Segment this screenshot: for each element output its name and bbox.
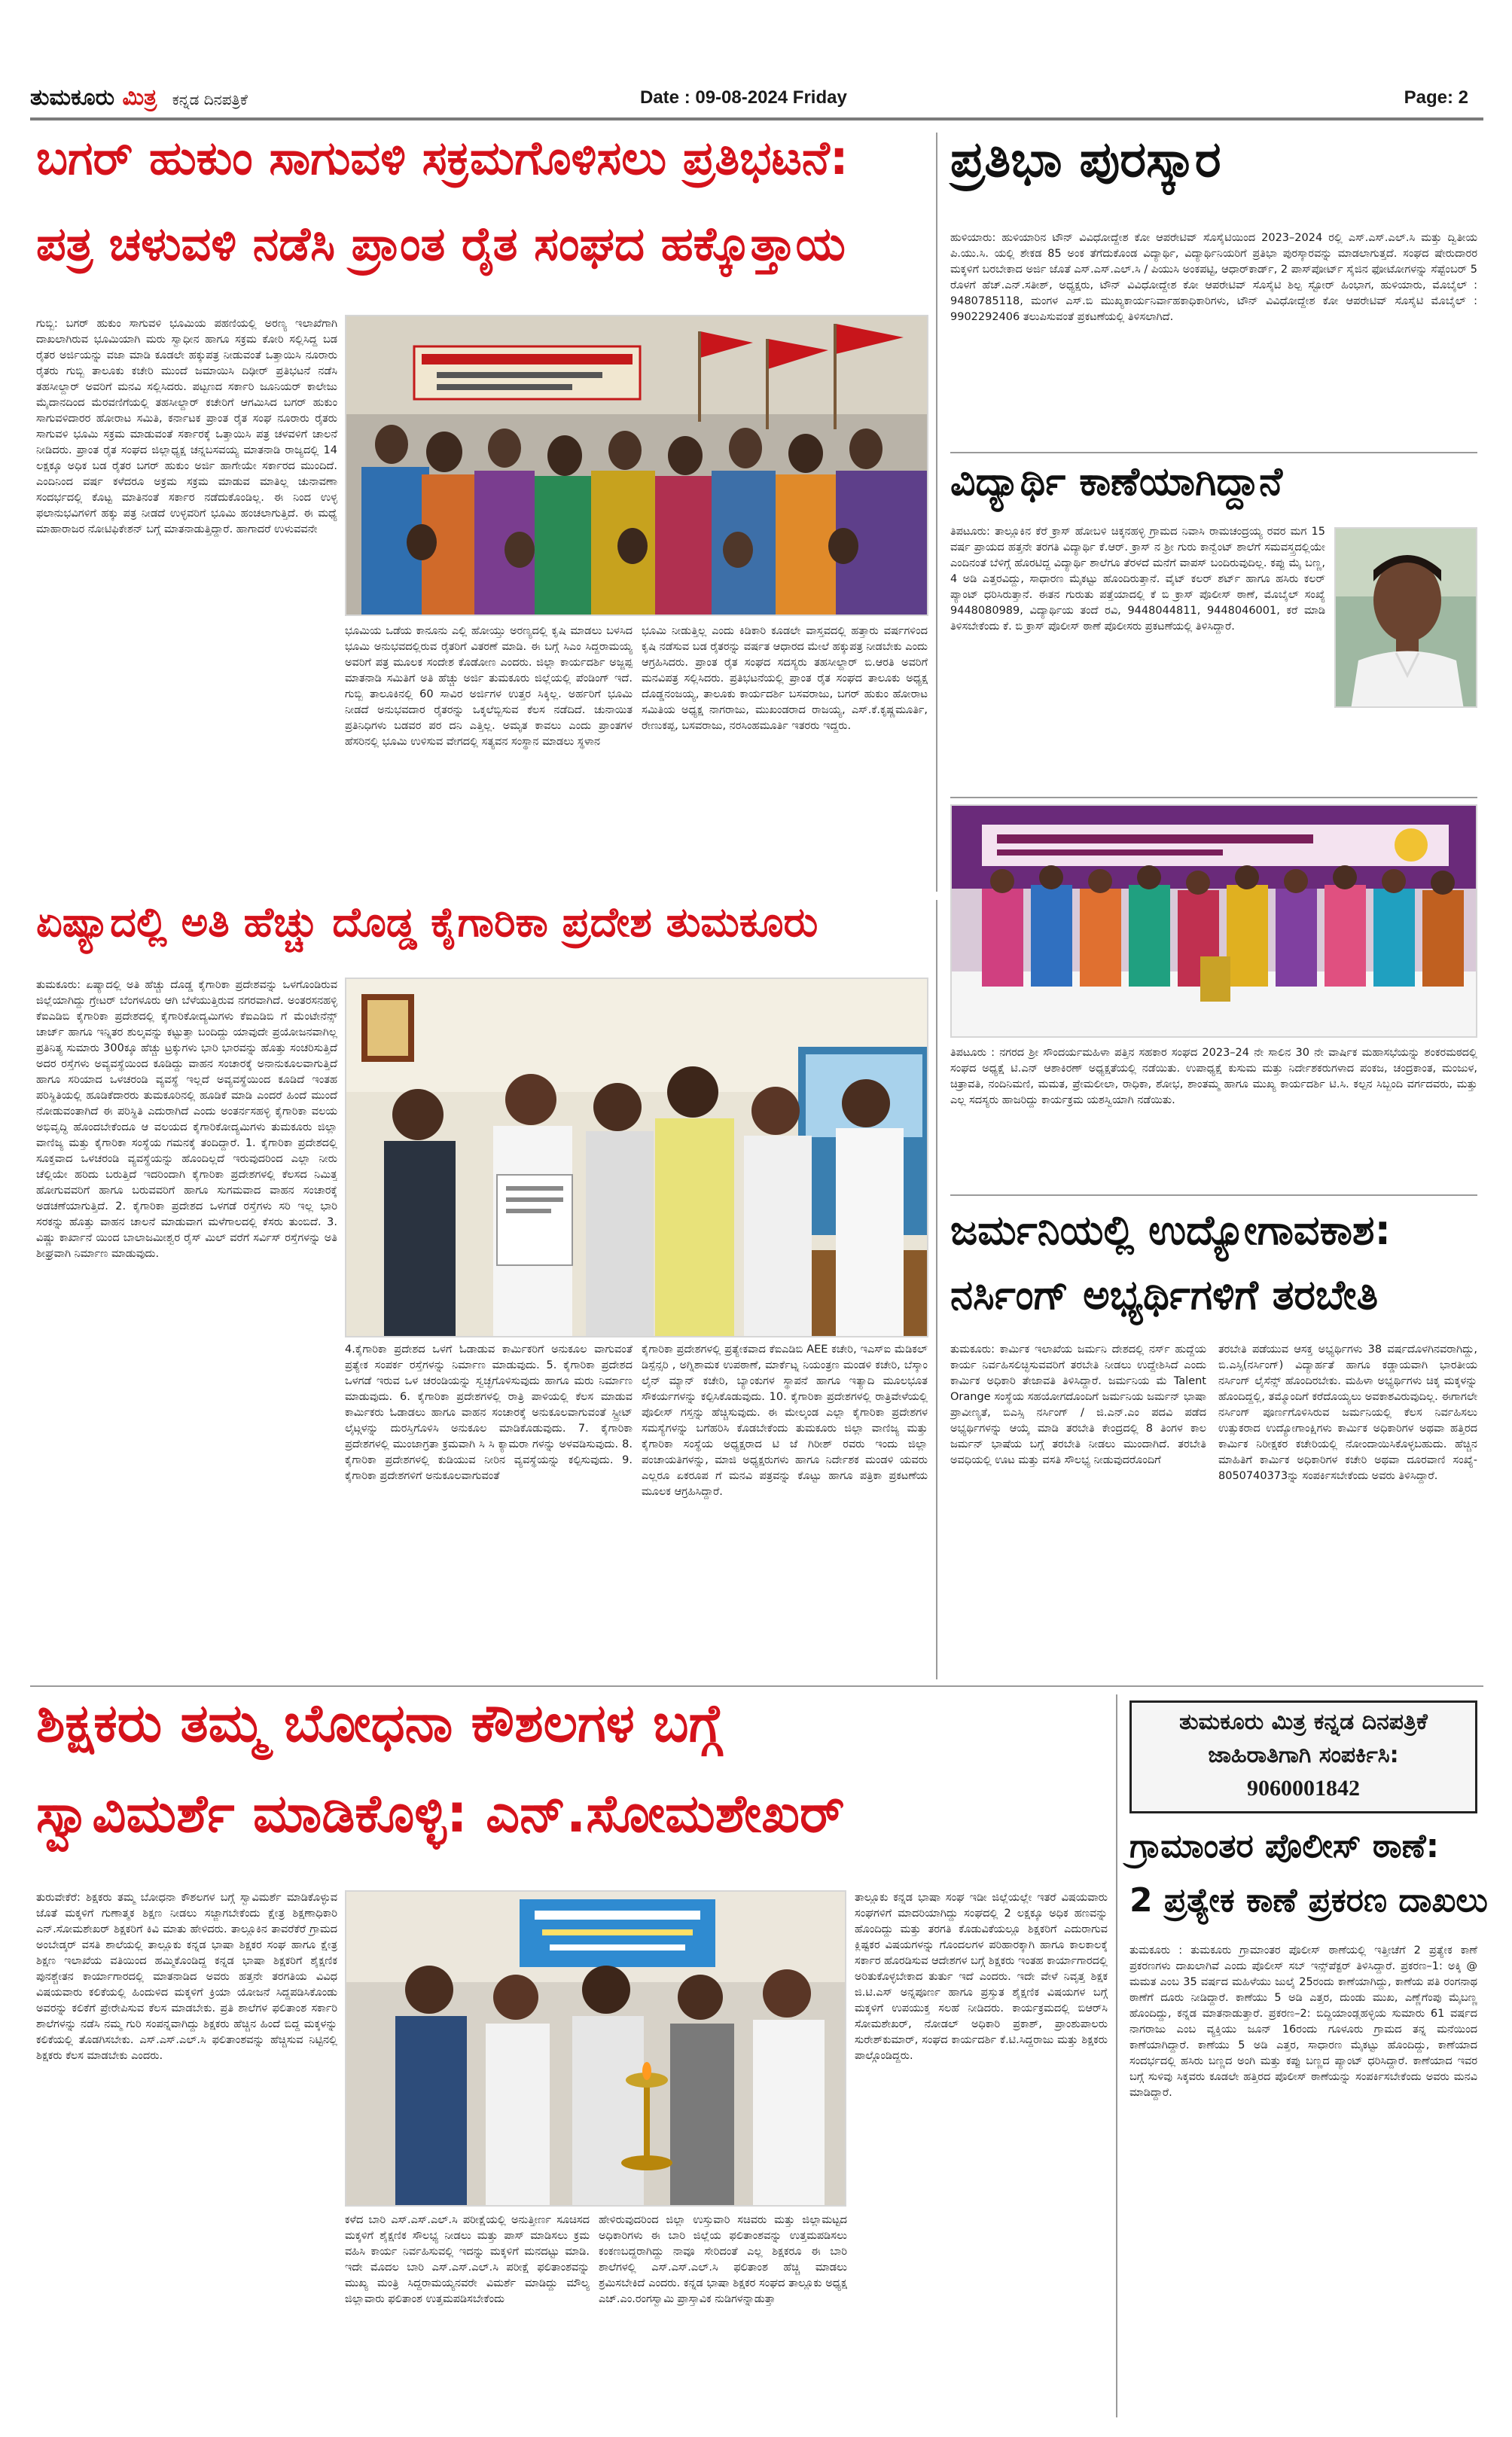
germany-headline-line1: ಜರ್ಮನಿಯಲ್ಲಿ ಉದ್ಯೋಗಾವಕಾಶ: [950,1206,1392,1254]
student-portrait-image [1336,529,1477,708]
teachers-text-1: ತುರುವೇಕೆರೆ: ಶಿಕ್ಷಕರು ತಮ್ಮ ಬೋಧನಾ ಕೌಶಲಗಳ ಬಗ್ಗೆ ಸ್ವಾವಿಮರ್ಶೆ ಮಾಡಿಕೊಳ್ಳುವ ಜೊತೆ ಮಕ್ಕಳಿಗೆ ಗುಣಾತ್ಮಕ ಶಿಕ್ಷಣ ನೀಡಲು ಸಜ್ಜಾಗಬೇಕೆಂದು ಕ್ಷೇತ್ರ ಶಿಕ್ಷಣಾಧಿಕಾರಿ ಎನ್.ಸೋಮಶೇಖರ್ ಶಿಕ್ಷಕರಿಗೆ ಕಿವಿ ಮಾತು ಹೇಳಿದರು. ತಾಲ್ಲೂಕಿನ ತಾವರೆಕೆರೆ ಗ್ರಾಮದ ಅಂಬೇಡ್ಕರ್ ವಸತಿ ಶಾಲೆಯಲ್ಲಿ ತಾಲ್ಲೂಕು ಕನ್ನಡ ಭಾಷಾ ಶಿಕ್ಷಕರ ಸಂಘ ಹಾಗೂ ಕ್ಷೇತ್ರ ಶಿಕ್ಷಣ ಇಲಾಖೆಯ ವತಿಯಿಂದ ಹಮ್ಮಿಕೊಂಡಿದ್ದ ಕನ್ನಡ ಭಾಷಾ ಶಿಕ್ಷಕರಿಗೆ ಶೈಕ್ಷಣಿಕ ಪುನಶ್ಚೇತನ ಕಾರ್ಯಾಗಾರದಲ್ಲಿ ಮಾತನಾಡಿದ ಅವರು ಹತ್ತನೇ ತರಗತಿಯ ವಿವಿಧ ವಿಷಯವಾರು ಕಲಿಕೆಯಲ್ಲಿ ಹಿಂದುಳಿದ ಮಕ್ಕಳಿಗೆ ಕ್ರಿಯಾ ಯೋಜನೆ ಸಿದ್ದಪಡಿಸಿಕೊಂಡು ಅವರನ್ನು ಕಲಿಕೆಗೆ ಪ್ರೇರೇಪಿಸುವ ಕೆಲಸ ಮಾಡಬೇಕು. ಪ್ರತಿ ಶಾಲೆಗಳ ಫಲಿತಾಂಶ ಸರ್ಕಾರಿ ಶಾಲೆಗಳನ್ನು ನಡೆಸಿ ನಮ್ಮ ಗುರಿ ಸಂಪನ್ನವಾಗಿದ್ದು ಶಿಕ್ಷಕರು ಹೆಚ್ಚಿನ ಹಿಂದೆ ಬಿದ್ದ ಮಕ್ಕಳನ್ನು ಕಲಿಕೆಯಲ್ಲಿ ತೊಡಗಿಸಬೇಕು. ಎಸ್.ಎಸ್.ಎಲ್.ಸಿ ಫಲಿತಾಂಶವನ್ನು ಹೆಚ್ಚಿಸುವ ನಿಟ್ಟಿನಲ್ಲಿ ಶಿಕ್ಷಕರು ಕೆಲಸ ಮಾಡಬೇಕು ಎಂದರು. [36,1892,337,2062]
story1-column-2 [345,624,633,883]
award-headline: ಪ್ರತಿಭಾ ಪುರಸ್ಕಾರ [950,130,1221,188]
story1-column-1 [36,316,337,885]
industrial-text-2: 4.ಕೈಗಾರಿಕಾ ಪ್ರದೇಶದ ಒಳಗೆ ಓಡಾಡುವ ಕಾರ್ಮಿಕರಿಗೆ ಅನುಕೂಲ ವಾಗುವಂತೆ ಪ್ರತ್ಯೇಕ ಸಂಪರ್ಕ ರಸ್ತೆಗಳನ್ನು ನಿರ್ಮಾಣ ಮಾಡುವುದು. 5. ಕೈಗಾರಿಕಾ ಪ್ರದೇಶದ ಒಳಗಡೆ ಇರುವ ಒಳ ಚರಂಡಿಯನ್ನು ಸ್ವಚ್ಛಗೊಳಿಸುವುದು ಹಾಗೂ ಮರು ನಿರ್ಮಾಣ ಮಾಡುವುದು. 6. ಕೈಗಾರಿಕಾ ಪ್ರದೇಶಗಳಲ್ಲಿ ರಾತ್ರಿ ಪಾಳಿಯಲ್ಲಿ ಕೆಲಸ ಮಾಡುವ ಕಾರ್ಮಿಕರು ಓಡಾಡಲು ಹಾಗೂ ವಾಹನ ಸಂಚಾರಕ್ಕೆ ಅನುಕೂಲವಾಗುವಂತೆ ಸ್ಟ್ರೀಟ್ ಲೈಟ್ಗಳನ್ನು ದುರಸ್ತಿಗೊಳಿಸಿ ಅನುಕೂಲ ಮಾಡಿಕೊಡುವುದು. 7. ಕೈಗಾರಿಕಾ ಪ್ರದೇಶಗಳಲ್ಲಿ ಮುಂಜಾಗ್ರತಾ ಕ್ರಮವಾಗಿ ಸಿ ಸಿ ಕ್ಯಾಮರಾ ಗಳನ್ನು ಅಳವಡಿಸುವುದು. 8. ಕೈಗಾರಿಕಾ ಪ್ರದೇಶಗಳಲ್ಲಿ ಕುಡಿಯುವ ನೀರಿನ ವ್ಯವಸ್ಥೆಯನ್ನು ಕಲ್ಪಿಸುವುದು. 9. ಕೈಗಾರಿಕಾ ಪ್ರದೇಶಗಳಿಗೆ ಅನುಕೂಲವಾಗುವಂತೆ [345,1344,633,1482]
section-divider [30,1685,1483,1687]
germany-column-2 [1218,1342,1477,1673]
issue-date: Date : 09-08-2024 Friday [640,87,847,108]
masthead [30,81,1483,120]
women-society-text: ತಿಪಟೂರು : ನಗರದ ಶ್ರೀ ಸೌಂದರ್ಯಮಹಿಳಾ ಪತ್ತಿನ ಸಹಕಾರ ಸಂಘದ 2023–24 ನೇ ಸಾಲಿನ 30 ನೇ ವಾರ್ಷಿಕ ಮಹಾಸಭೆಯನ್ನು ಶಂಕರಮಠದಲ್ಲಿ ಸಂಘದ ಅಧ್ಯಕ್ಷೆ ಟಿ.ಎನ್ ಆಶಾಕಿರಣ್ ಅಧ್ಯಕ್ಷತೆಯಲ್ಲಿ ನಡೆಯಿತು. ಉಪಾಧ್ಯಕ್ಷೆ ಕುಸುಮ ಮತ್ತು ನಿರ್ದೇಶಕರುಗಳಾದ ಪಂಕಜ, ಚಂದ್ರಕಾಂತ, ಮಂಜುಳ, ಚಿತ್ರಾವತಿ, ನಂದಿನಿಮಣಿ, ಮಮತ, ಪ್ರೇಮಲೀಲಾ, ರಾಧಿಕಾ, ಶೋಭ, ಶಾಂತಮ್ಮ ಹಾಗೂ ಮುಖ್ಯ ಕಾರ್ಯದರ್ಶಿ ಟಿ.ಸಿ. ಕಲ್ಪನ ಸಿಬ್ಬಂದಿ ವರ್ಗದವರು, ಮತ್ತು ಎಲ್ಲ ಸದಸ್ಯರು ಹಾಜರಿದ್ದು ಕಾರ್ಯಕ್ರಮ ಯಶಸ್ವಿಯಾಗಿ ನಡೆಯಿತು. [950,1047,1477,1106]
germany-headline-line2: ನರ್ಸಿಂಗ್ ಅಭ್ಯರ್ಥಿಗಳಿಗೆ ತರಬೇತಿ [950,1271,1379,1319]
memorandum-photo [345,978,928,1337]
award-body [950,230,1477,449]
industrial-column-1 [36,978,337,1674]
teachers-text-3: ಹೇಳಿರುವುದರಿಂದ ಜಿಲ್ಲಾ ಉಸ್ತುವಾರಿ ಸಚಿವರು ಮತ್ತು ಜಿಲ್ಲಾಮಟ್ಟದ ಅಧಿಕಾರಿಗಳು ಈ ಬಾರಿ ಜಿಲ್ಲೆಯ ಫಲಿತಾಂಶವನ್ನು ಉತ್ತಮಪಡಿಸಲು ಕಂಕಣಬದ್ದರಾಗಿದ್ದು ನಾವೂ ಸೇರಿದಂತೆ ಎಲ್ಲ ಶಿಕ್ಷಕರೂ ಈ ಬಾರಿ ಶಾಲೆಗಳಲ್ಲಿ ಎಸ್.ಎಸ್.ಎಲ್.ಸಿ ಫಲಿತಾಂಶ ಹೆಚ್ಚಿ ಮಾಡಲು ಶ್ರಮಿಸಬೇಕಿದೆ ಎಂದರು. ಕನ್ನಡ ಭಾಷಾ ಶಿಕ್ಷಕರ ಸಂಘದ ತಾಲ್ಲೂಕು ಅಧ್ಯಕ್ಷ ಎಚ್.ಎಂ.ರಂಗಸ್ವಾಮಿ ಪ್ರಾಸ್ತಾವಿಕ ನುಡಿಗಳನ್ನಾಡುತ್ತಾ [599,2214,847,2305]
section-divider [950,797,1477,798]
teachers-column-4 [855,1890,1108,2417]
award-text: ಹುಳಿಯಾರು: ಹುಳಿಯಾರಿನ ಟೌನ್ ವಿವಿಧೋದ್ದೇಶ ಕೋ ಆಪರೇಟಿವ್ ಸೊಸೈಟಿಯಿಂದ 2023–2024 ರಲ್ಲಿ ಎಸ್.ಎಸ್.ಎಲ್.ಸಿ ಮತ್ತು ದ್ವಿತೀಯ ಪಿ.ಯು.ಸಿ. ಯಲ್ಲಿ ಶೇಕಡ 85 ಅಂಕ ತೆಗೆದುಕೊಂಡ ವಿದ್ಯಾರ್ಥಿ, ವಿದ್ಯಾರ್ಥಿನಿಯರಿಗೆ ಪ್ರತಿಭಾ ಪುರಸ್ಕಾರವನ್ನು ಮಾಡಲಾಗುತ್ತದೆ. ಸಂಘದ ಷೇರುದಾರರ ಮಕ್ಕಳಿಗೆ ಬರಬೇಕಾದ ಅರ್ಜಿ ಜೊತೆ ಎಸ್.ಎಸ್.ಎಲ್.ಸಿ / ಪಿಯುಸಿ ಅಂಕಪಟ್ಟಿ, ಆಧಾರ್‌ಕಾರ್ಡ್, 2 ಪಾಸ್‌ಪೋರ್ಟ್ ಸೈಜಿನ ಫೋಟೋಗಳನ್ನು ಸೆಪ್ಟೆಂಬರ್ 5 ರೊಳಗೆ ಹೆಚ್.ಎನ್.ಸತೀಶ್, ಅಧ್ಯಕ್ಷರು, ಟೌನ್ ವಿವಿಧೋದ್ದೇಶ ಕೋ ಆಪರೇಟಿವ್ ಸೊಸೈಟಿ ಶಿಲ್ಪ ಸ್ಟೋರ್ ಹಿಂಭಾಗ, ಹುಳಿಯಾರು, ಮೊಬೈಲ್ : 9480785118, ಮಂಗಳ ಎಸ್.ಬಿ ಮುಖ್ಯಕಾರ್ಯನಿರ್ವಾಹಕಾಧಿಕಾರಿಗಳು, ಟೌನ್ ವಿವಿಧೋದ್ದೇಶ ಕೋ ಆಪರೇಟಿವ್ ಸೊಸೈಟಿ ಮೊಬೈಲ್ : 9902292406 ತಲುಪಿಸುವಂತೆ ಪ್ರಕಟಣೆಯಲ್ಲಿ ತಿಳಿಸಲಾಗಿದೆ. [950,232,1477,323]
lamp-lighting-image [346,1892,846,2207]
advert-line-1: ತುಮಕೂರು ಮಿತ್ರ ಕನ್ನಡ ದಿನಪತ್ರಿಕೆ [1179,1709,1428,1735]
germany-text-2: ತರಬೇತಿ ಪಡೆಯುವ ಆಸಕ್ತ ಅಭ್ಯರ್ಥಿಗಳು 38 ವರ್ಷದೊಳಗಿನವರಾಗಿದ್ದು, ಬಿ.ಎಸ್ಸಿ(ನರ್ಸಿಂಗ್) ವಿದ್ಯಾರ್ಹತೆ ಹಾಗೂ ಕಡ್ಡಾಯವಾಗಿ ಭಾರತೀಯ ನರ್ಸಿಂಗ್ ಲೈಸೆನ್ಸ್ ಹೊಂದಿರಬೇಕು. ಮಹಿಳಾ ಅಭ್ಯರ್ಥಿಗಳು ಚಿಕ್ಕ ಮಕ್ಕಳನ್ನು ಹೊಂದಿದ್ದಲ್ಲಿ, ತಮ್ಮೊಂದಿಗೆ ಕರೆದೊಯ್ಯಲು ಅವಕಾಶವಿರುವುದಿಲ್ಲ. ಈಗಾಗಲೇ ನರ್ಸಿಂಗ್ ಪೂರ್ಣಗೊಳಿಸಿರುವ ಜರ್ಮನಿಯಲ್ಲಿ ಕೆಲಸ ನಿರ್ವಹಿಸಲು ಉತ್ಸುಕರಾದ ಉದ್ಯೋಗಾಂಕ್ಷಿಗಳು ಕಾರ್ಮಿಕ ಅಧಿಕಾರಿಗಳ ಅಥವಾ ಹತ್ತಿರದ ಕಾರ್ಮಿಕ ನಿರೀಕ್ಷಕರ ಕಚೇರಿಯಲ್ಲಿ ನೋಂದಾಯಿಸಿಕೊಳ್ಳಬಹುದು. ಹೆಚ್ಚಿನ ಮಾಹಿತಿಗೆ ಕಾರ್ಮಿಕ ಅಧಿಕಾರಿಗಳ ಕಚೇರಿ ಅಥವಾ ದೂರವಾಣಿ ಸಂಖ್ಯೆ- 8050740373ನ್ನು ಸಂಪರ್ಕಿಸಬೇಕೆಂದು ಅವರು ತಿಳಿಸಿದ್ದಾರೆ. [1218,1344,1477,1482]
teachers-workshop-photo [345,1890,846,2207]
industrial-text-1: ತುಮಕೂರು: ಏಷ್ಯಾದಲ್ಲಿ ಅತಿ ಹೆಚ್ಚು ದೊಡ್ಡ ಕೈಗಾರಿಕಾ ಪ್ರದೇಶವನ್ನು ಒಳಗೊಂಡಿರುವ ಜಿಲ್ಲೆಯಾಗಿದ್ದು ಗ್ರೇಟರ್ ಬೆಂಗಳೂರು ಆಗಿ ಬೆಳೆಯುತ್ತಿರುವ ನಗರವಾಗಿದೆ. ಅಂತರಸನಹಳ್ಳಿ ಕೆಐಎಡಿಬಿ ಕೈಗಾರಿಕಾ ಪ್ರದೇಶದಲ್ಲಿ ಕೈಗಾರಿಕೋದ್ಯಮಿಗಳು ಕೆಐಎಡಿಬಿ ಗೆ ಮೆಂಟೇನೆನ್ಸ್ ಚಾರ್ಜ್ ಹಾಗೂ ಇನ್ನಿತರ ಶುಲ್ಕವನ್ನು ಕಟ್ಟುತ್ತಾ ಬಂದಿದ್ದು ಯಾವುದೇ ಪ್ರಯೋಜನವಾಗಿಲ್ಲ ಪ್ರತಿನಿತ್ಯ ಸುಮಾರು 300ಕ್ಕೂ ಹೆಚ್ಚು ಟ್ರಕ್ಕುಗಳು ಭಾರಿ ಭಾರವನ್ನು ಹೊತ್ತು ಸಂಚರಿಸುತ್ತಿದೆ ಅದರ ರಸ್ತೆಗಳು ಅವ್ಯವಸ್ಥೆಯಿಂದ ಕೂಡಿದ್ದು ವಾಹನ ಸಂಚಾರಕ್ಕೆ ಅನಾನುಕೂಲವಾಗುತ್ತಿದೆ ಹಾಗೂ ಸರಿಯಾದ ಒಳಚರಂಡಿ ವ್ಯವಸ್ಥೆ ಇಲ್ಲದೆ ಅವ್ಯವಸ್ಥೆಯಿಂದ ಕೂಡಿದೆ ಇಂತಹ ಪರಿಸ್ಥಿತಿಯಲ್ಲಿ ಹೂಡಿಕೆದಾರರು ತುಮಕೂರಿನಲ್ಲಿ ಹೂಡಿಕೆ ಮಾಡಿ ಎಂದರೆ ಹಿಂದೆ ಮುಂದೆ ನೋಡುವಂತಾಗಿದೆ ಈ ಪರಿಸ್ಥಿತಿ ಎದುರಾಗಿದೆ ಎಂದು ಅಂತರ್ನಸಹಳ್ಳಿ ಕೈಗಾರಿಕಾ ವಲಯ ಅಭಿವೃದ್ಧಿ ಹೊಂದಬೇಕೆಂದೂ ಆ ವಲಯದ ಕೈಗಾರಿಕೋದ್ಯಮಿಗಳು ತುಮಕೂರು ಜಿಲ್ಲಾ ವಾಣಿಜ್ಯ ಮತ್ತು ಕೈಗಾರಿಕಾ ಸಂಸ್ಥೆಯ ಗಮನಕ್ಕೆ ತಂದಿದ್ದಾರೆ. 1. ಕೈಗಾರಿಕಾ ಪ್ರದೇಶದಲ್ಲಿ ಸೂಕ್ತವಾದ ಒಳಚರಂಡಿ ವ್ಯವಸ್ಥೆಯನ್ನು ಹೊಂದಿಲ್ಲದೆ ಇರುವುದರಿಂದ ಎಲ್ಲಾ ನೀರು ಚೆಲ್ಲಿಯೇ ಹರಿದು ಬರುತ್ತಿದೆ ಇದರಿಂದಾಗಿ ಕೈಗಾರಿಕಾ ಪ್ರದೇಶಗಳಲ್ಲಿ ಕೆಲಸದ ನಿಮಿತ್ತ ಹೋಗುವವರಿಗೆ ಹಾಗೂ ಬರುವವರಿಗೆ ಹಾಗೂ ಸುಗಮವಾದ ವಾಹನ ಸಂಚಾರಕ್ಕೆ ಅಡಚಣೆಯಾಗುತ್ತಿದೆ. 2. ಕೈಗಾರಿಕಾ ಪ್ರದೇಶದ ಒಳಗಡೆ ರಸ್ತೆಗಳು ಸರಿ ಇಲ್ಲ ಭಾರಿ ಸರಕನ್ನು ಹೊತ್ತು ವಾಹನ ಚಾಲನೆ ಮಾಡುವಾಗ ಮಳೆಗಾಲದಲ್ಲಿ ಕೆಸರು ತುಂಬಿದೆ. 3. ವಿಷ್ಣು ಕಾರ್ಖಾನೆ ಯಿಂದ ಬಾಲಾಜಮೀಶ್ವರ ರೈಸ್ ಮಿಲ್ ವರೆಗೆ ಸರ್ವಿಸ್ ರಸ್ತೆಗಳನ್ನು ಅತಿ ಶೀಘ್ರವಾಗಿ ನಿರ್ಮಾಣ ಮಾಡುವುದು. [36,979,337,1260]
story1-headline-line1: ಬಗರ್ ಹುಕುಂ ಸಾಗುವಳಿ ಸಕ್ರಮಗೊಳಿಸಲು ಪ್ರತಿಭಟನೆ: [36,130,849,185]
women-society-photo [950,804,1477,1038]
missing-student-body [950,524,1325,791]
story1-text-3: ಭೂಮಿ ನೀಡುತ್ತಿಲ್ಲ ಎಂದು ಕಿಡಿಕಾರಿ ಕೂಡಲೇ ವಾಸ್ತವದಲ್ಲಿ ಹತ್ತಾರು ವರ್ಷಗಳಿಂದ ಕೃಷಿ ನಡೆಸುವ ಬಡ ರೈತರನ್ನು ವರ್ಷತ ಆಧಾರದ ಮೇಲೆ ಹಕ್ಕುಪತ್ರ ನೀಡಬೇಕು ಎಂದು ಆಗ್ರಹಿಸಿದರು. ಪ್ರಾಂತ ರೈತ ಸಂಘದ ಸದಸ್ಯರು ತಹಸೀಲ್ದಾರ್ ಬಿ.ಆರತಿ ಅವರಿಗೆ ಮನವಿಪತ್ರ ಸಲ್ಲಿಸಿದರು. ಪ್ರತಿಭಟನೆಯಲ್ಲಿ ಪ್ರಾಂತ ರೈತ ಸಂಘದ ತಾಲೂಕು ಅಧ್ಯಕ್ಷ ದೊಡ್ಡನಂಜಯ್ಯ, ತಾಲೂಕು ಕಾರ್ಯದರ್ಶಿ ಬಸವರಾಜು, ಬಗರ್ ಹುಕುಂ ಹೋರಾಟ ಸಮಿತಿಯ ಅಧ್ಯಕ್ಷ ನಾಗರಾಜು, ಮುಖಂಡರಾದ ರಾಜಯ್ಯ, ಎಸ್.ಕೆ.ಕೃಷ್ಣಮೂರ್ತಿ, ರೇಣುಕಪ್ಪ, ಬಸವರಾಜು, ನರಸಿಂಹಮೂರ್ತಿ ಇತರರು ಇದ್ದರು. [642,625,928,732]
teachers-column-2 [345,2213,590,2420]
paper-name-accent: ಮಿತ್ರ [122,84,157,111]
column-divider [936,900,937,1679]
protest-crowd-image [346,316,928,616]
industrial-column-3 [642,1342,928,1673]
teachers-column-1 [36,1890,337,2417]
police-headline-line2: 2 ಪ್ರತ್ಯೇಕ ಕಾಣೆ ಪ್ರಕರಣ ದಾಖಲು [1129,1881,1488,1920]
missing-student-photo [1334,527,1477,708]
paper-tagline: ಕನ್ನಡ ದಿನಪತ್ರಿಕೆ [172,90,248,108]
missing-student-text: ತಿಪಟೂರು: ತಾಲ್ಲೂಕಿನ ಕೆರೆ ಕ್ರಾಸ್ ಹೋಬಳಿ ಚಿಕ್ಕನಹಳ್ಳಿ ಗ್ರಾಮದ ನಿವಾಸಿ ರಾಮಚಂದ್ರಯ್ಯ ರವರ ಮಗ 15 ವರ್ಷ ಪ್ರಾಯದ ಹತ್ತನೇ ತರಗತಿ ವಿದ್ಯಾರ್ಥಿ ಕೆ.ಆರ್. ಕ್ರಾಸ್ ನ ಶ್ರೀ ಗುರು ಕಾನ್ವೆಂಟ್ ಶಾಲೆಗೆ ಸಮವಸ್ತ್ರದಲ್ಲಿಯೇ ಎಂದಿನಂತೆ ಬೆಳಿಗ್ಗೆ ಹೊರಟಿದ್ದ ವಿದ್ಯಾರ್ಥಿ ಶಾಲೆಗೂ ತೆರಳದೆ ಮನೆಗೆ ವಾಪಸ್ ಬಂದಿರುವುದಿಲ್ಲ. ಕಪ್ಪು ಮೈ ಬಣ್ಣ, 4 ಅಡಿ ಎತ್ತರವಿದ್ದು, ಸಾಧಾರಣ ಮೈಕಟ್ಟು ಹೊಂದಿರುತ್ತಾನೆ. ವೈಟ್ ಕಲರ್ ಶರ್ಟ್ ಹಾಗೂ ಹಸಿರು ಕಲರ್ ಪ್ಯಾಂಟ್ ಧರಿಸಿರುತ್ತಾನೆ. ಈತನ ಗುರುತು ಪತ್ತೆಯಾದಲ್ಲಿ ಕೆ ಬಿ ಕ್ರಾಸ್ ಪೊಲೀಸ್ ಠಾಣೆ, ಮೊಬೈಲ್ ಸಂಖ್ಯೆ 9448080989, ವಿದ್ಯಾರ್ಥಿಯ ತಂದೆ ರವಿ, 9448044811, 9448046001, ಕರೆ ಮಾಡಿ ತಿಳಿಸಬೇಕೆಂದು ಕೆ. ಬಿ ಕ್ರಾಸ್ ಪೊಲೀಸ್ ಠಾಣೆ ಪೊಲೀಸರು ಪ್ರಕಟಣೆಯಲ್ಲಿ ತಿಳಿಸಿದ್ದಾರೆ. [950,526,1325,633]
police-headline-line1: ಗ್ರಾಮಾಂತರ ಪೊಲೀಸ್ ಠಾಣೆ: [1129,1827,1440,1865]
teachers-text-2: ಕಳೆದ ಬಾರಿ ಎಸ್.ಎಸ್.ಎಲ್.ಸಿ ಪರೀಕ್ಷೆಯಲ್ಲಿ ಅನುತ್ತೀರ್ಣ ಸೂಚಿಸದ ಮಕ್ಕಳಿಗೆ ಶೈಕ್ಷಣಿಕ ಸೌಲಭ್ಯ ನೀಡಲು ಮತ್ತು ಪಾಸ್ ಮಾಡಿಸಲು ಕ್ರಮ ವಹಿಸಿ ಕಾರ್ಯ ನಿರ್ವಹಿಸುವಲ್ಲಿ ಇದನ್ನು ಮಕ್ಕಳಿಗೆ ಮನದಟ್ಟು ಮಾಡಿ. ಇದೇ ಮೊದಲ ಬಾರಿ ಎಸ್.ಎಸ್.ಎಲ್.ಸಿ ಪರೀಕ್ಷೆ ಫಲಿತಾಂಶವನ್ನು ಮುಖ್ಯ ಮಂತ್ರಿ ಸಿದ್ದರಾಮಯ್ಯನವರೇ ವಿಮರ್ಶೆ ಮಾಡಿದ್ದು ಮೌಲ್ಯ ಜಿಲ್ಲಾವಾರು ಫಲಿತಾಂಶ ಉತ್ತಮಪಡಿಸಬೇಕೆಂದು [345,2214,590,2305]
missing-student-headline: ವಿದ್ಯಾರ್ಥಿ ಕಾಣೆಯಾಗಿದ್ದಾನೆ [950,459,1283,505]
story1-text-2: ಭೂಮಿಯ ಒಡೆಯ ಕಾನೂನು ಎಲ್ಲಿ ಹೋಯ್ತು ಅರಣ್ಯದಲ್ಲಿ ಕೃಷಿ ಮಾಡಲು ಬಳಸಿದ ಭೂಮಿ ಅನುಭವದಲ್ಲಿರುವ ರೈತರಿಗೆ ವಿತರಣೆ ಮಾಡಿ. ಈ ಬಗ್ಗೆ ಸಿಎಂ ಸಿದ್ದರಾಮಯ್ಯ ಅವರಿಗೆ ಪತ್ರ ಮೂಲಕ ಸಂದೇಶ ಕೊಡೋಣ ಎಂದರು. ಜಿಲ್ಲಾ ಕಾರ್ಯದರ್ಶಿ ಅಜ್ಜಪ್ಪ ಮಾತನಾಡಿ ಸಮಿತಿಗೆ ಅತಿ ಹೆಚ್ಚು ಅರ್ಜಿ ತುಮಕೂರು ಜಿಲ್ಲೆಯಲ್ಲಿ ಪೆಂಡಿಂಗ್ ಇದೆ. ಗುಬ್ಬಿ ತಾಲೂಕಿನಲ್ಲಿ 60 ಸಾವಿರ ಅರ್ಜಿಗಳ ಉತ್ತರ ಸಿಕ್ಕಿಲ್ಲ. ಅರ್ಹರಿಗೆ ಭೂಮಿ ನೀಡದೆ ಅನುಭವದಾರ ರೈತರನ್ನು ಒಕ್ಕಲೆಬ್ಬಿಸುವ ಕೆಲಸ ನಡೆದಿದೆ. ಚುನಾಯಿತ ಪ್ರತಿನಿಧಿಗಳು ಬಡವರ ಪರ ದನಿ ಎತ್ತಿಲ್ಲ. ಅಮೃತ ಕಾವಲು ಎಂದು ಪ್ರಾಂತಗಳ ಹೆಸರಿನಲ್ಲಿ ಭೂಮಿ ಉಳಿಸುವ ವೇಗದಲ್ಲಿ ಸತ್ಯವನ ಸಂಸ್ಥಾನ ಮಾಡಲು ಸ್ಥಳಾನ [345,625,633,748]
germany-column-1 [950,1342,1206,1673]
section-divider [950,452,1477,453]
teachers-text-4: ತಾಲ್ಲೂಕು ಕನ್ನಡ ಭಾಷಾ ಸಂಘ ಇಡೀ ಜಿಲ್ಲೆಯಲ್ಲೇ ಇತರೆ ವಿಷಯವಾರು ಸಂಘಗಳಿಗೆ ಮಾದರಿಯಾಗಿದ್ದು ಸಂಘದಲ್ಲಿ 2 ಲಕ್ಷಕ್ಕೂ ಅಧಿಕ ಹಣವನ್ನು ಹೊಂದಿದ್ದು ಮತ್ತು ತರಗತಿ ಕೊಡುವಿಕೆಯಲ್ಲೂ ಶಿಕ್ಷಕರಿಗೆ ಎದುರಾಗುವ ಕ್ಲಿಷ್ಟಕರ ವಿಷಯಗಳನ್ನು ಗೊಂದಲಗಳ ಪರಿಹಾರಕ್ಕಾಗಿ ಹಾಗೂ ಕಾಲಕಾಲಕ್ಕೆ ಸರ್ಕಾರ ಹೊರಡಿಸುವ ಆದೇಶಗಳ ಬಗ್ಗೆ ಶಿಕ್ಷಕರು ಇಂತಹ ಕಾರ್ಯಾಗಾರದಲ್ಲಿ ಅರಿತುಕೊಳ್ಳಬೇಕಾದ ತುರ್ತು ಇದೆ ಎಂದರು. ಇದೇ ವೇಳೆ ನಿವೃತ್ತ ಶಿಕ್ಷಕ ಜಿ.ಟಿ.ಎಸ್ ಅನ್ನಪೂರ್ಣ ಹಾಗೂ ಪ್ರಸ್ತುತ ಶೈಕ್ಷಣಿಕ ವಿಷಯಗಳ ಬಗ್ಗೆ ಮಕ್ಕಳಿಗೆ ಉಪಯುಕ್ತ ಸಲಹೆ ನೀಡಿದರು. ಕಾರ್ಯಕ್ರಮದಲ್ಲಿ ಬಿಆರ್‌ಸಿ ಸೋಮಶೇಖರ್, ನೋಡಲ್ ಅಧಿಕಾರಿ ಪ್ರಕಾಶ್, ಪ್ರಾಂಶುಪಾಲರು ಸುರೇಶ್‌ಕುಮಾರ್, ಸಂಘದ ಕಾರ್ಯದರ್ಶಿ ಕೆ.ಟಿ.ಸಿದ್ದರಾಜು ಮತ್ತು ಶಿಕ್ಷಕರು ಪಾಲ್ಗೊಂಡಿದ್ದರು. [855,1892,1108,2062]
event-stage-image [952,806,1477,1038]
police-text: ತುಮಕೂರು : ತುಮಕೂರು ಗ್ರಾಮಾಂತರ ಪೊಲೀಸ್ ಠಾಣೆಯಲ್ಲಿ ಇತ್ತೀಚೆಗೆ 2 ಪ್ರತ್ಯೇಕ ಕಾಣೆ ಪ್ರಕರಣಗಳು ದಾಖಲಾಗಿವೆ ಎಂದು ಪೊಲೀಸ್ ಸಬ್ ಇನ್ಸ್‌ಪೆಕ್ಟರ್ ತಿಳಿಸಿದ್ದಾರೆ. ಪ್ರಕರಣ–1: ಅಕ್ಕಿ @ ಮಮತ ಎಂಬ 35 ವರ್ಷದ ಮಹಿಳೆಯು ಜುಲೈ 25ರಂದು ಕಾಣೆಯಾಗಿದ್ದು, ಕಾಣೆಯ ಪತಿ ರಂಗನಾಥ ಠಾಣೆಗೆ ದೂರು ನೀಡಿದ್ದಾರೆ. ಕಾಣೆಯು 5 ಅಡಿ ಎತ್ತರ, ದುಂಡು ಮುಖ, ಎಣ್ಣೆಗೆಂಪು ಮೈಬಣ್ಣ ಹೊಂದಿದ್ದು, ಕನ್ನಡ ಮಾತನಾಡುತ್ತಾರೆ. ಪ್ರಕರಣ–2: ಬಿದ್ದಿಯಾಂಡ್ಲಹಳ್ಳಿಯ ಸುಮಾರು 61 ವರ್ಷದ ನಾಗರಾಜು ಎಂಬ ವ್ಯಕ್ತಿಯು ಜೂನ್ 16ರಂದು ಗೂಳೂರು ಗ್ರಾಮದ ತನ್ನ ಮನೆಯಿಂದ ಕಾಣೆಯಾಗಿದ್ದಾರೆ. ಕಾಣೆಯು 5 ಅಡಿ ಎತ್ತರ, ಸಾಧಾರಣ ಮೈಕಟ್ಟು ಹೊಂದಿದ್ದು, ಕಾಣೆಯಾದ ಸಂದರ್ಭದಲ್ಲಿ ಹಸಿರು ಬಣ್ಣದ ಅಂಗಿ ಮತ್ತು ಕಪ್ಪು ಬಣ್ಣದ ಪ್ಯಾಂಟ್ ಧರಿಸಿದ್ದಾರೆ. ಕಾಣೆಯಾದ ಇವರ ಬಗ್ಗೆ ಸುಳಿವು ಸಿಕ್ಕವರು ಕೂಡಲೇ ಹತ್ತಿರದ ಪೊಲೀಸ್ ಠಾಣೆಯನ್ನು ಸಂಪರ್ಕಿಸಬೇಕೆಂದು ಅವರು ಮನವಿ ಮಾಡಿದ್ದಾರೆ. [1129,1944,1477,2099]
industrial-column-2 [345,1342,633,1673]
teachers-headline-line2: ಸ್ವಾವಿಮರ್ಶೆ ಮಾಡಿಕೊಳ್ಳಿ: ಎನ್.ಸೋಮಶೇಖರ್ [36,1783,845,1844]
germany-text-1: ತುಮಕೂರು: ಕಾರ್ಮಿಕ ಇಲಾಖೆಯ ಜರ್ಮನಿ ದೇಶದಲ್ಲಿ ನರ್ಸ್ ಹುದ್ದೆಯ ಕಾರ್ಯ ನಿರ್ವಹಿಸಲಿಚ್ಛಿಸುವವರಿಗೆ ತರಬೇತಿ ನೀಡಲು ಉದ್ದೇಶಿಸಿದೆ ಎಂದು ಕಾರ್ಮಿಕ ಅಧಿಕಾರಿ ತೇಜಾವತಿ ತಿಳಿಸಿದ್ದಾರೆ. ಜರ್ಮನಿಯ ಮೆ Talent Orange ಸಂಸ್ಥೆಯ ಸಹಯೋಗದೊಂದಿಗೆ ಜರ್ಮನಿಯ ಜರ್ಮನ್ ಭಾಷಾ ಪ್ರಾವೀಣ್ಯತೆ, ಬಿಎಸ್ಸಿ ನರ್ಸಿಂಗ್ / ಜಿ.ಎನ್.ಎಂ ಪದವಿ ಪಡೆದ ಅಭ್ಯರ್ಥಿಗಳನ್ನು ಆಯ್ಕೆ ಮಾಡಿ ತರಬೇತಿ ಕೇಂದ್ರದಲ್ಲಿ 8 ತಿಂಗಳ ಕಾಲ ಜರ್ಮನ್ ಭಾಷೆಯ ಬಗ್ಗೆ ತರಬೇತಿ ನೀಡಲು ಮುಂದಾಗಿದೆ. ತರಬೇತಿ ಅವಧಿಯಲ್ಲಿ ಊಟ ಮತ್ತು ವಸತಿ ಸೌಲಭ್ಯ ನೀಡುವುದರೊಂದಿಗೆ [950,1344,1206,1466]
police-body [1129,1943,1477,2417]
column-divider [936,133,937,892]
page-number: Page: 2 [1404,87,1468,108]
industrial-text-3: ಕೈಗಾರಿಕಾ ಪ್ರದೇಶಗಳಲ್ಲಿ ಪ್ರತ್ಯೇಕವಾದ ಕೆಐಎಡಿಬಿ AEE ಕಚೇರಿ, ಇಎಸ್ಐ ಮೆಡಿಕಲ್ ಡಿಸ್ಪೆನ್ಸರಿ , ಅಗ್ನಿಶಾಮಕ ಉಪಠಾಣೆ, ಮಾರ್ಕೆಟ್ನ ನಿಯಂತ್ರಣ ಮಂಡಳಿ ಕಚೇರಿ, ಬೆಸ್ಕಾಂ ಲೈನ್ ಮ್ಯಾನ್ ಕಚೇರಿ, ಬ್ಯಾಂಕುಗಳ ಸ್ಥಾಪನೆ ಹಾಗೂ ಇತ್ಯಾದಿ ಮೂಲಭೂತ ಸೌಕರ್ಯಗಳನ್ನು ಕಲ್ಪಿಸಿಕೊಡುವುದು. 10. ಕೈಗಾರಿಕಾ ಪ್ರದೇಶಗಳಲ್ಲಿ ರಾತ್ರಿವೇಳೆಯಲ್ಲಿ ಪೊಲೀಸ್ ಗಸ್ತನ್ನು ಹೆಚ್ಚಿಸುವುದು. ಈ ಮೇಲ್ಕಂಡ ಎಲ್ಲಾ ಕೈಗಾರಿಕಾ ಪ್ರದೇಶಗಳ ಸಮಸ್ಯೆಗಳನ್ನು ಬಗೆಹರಿಸಿ ಕೊಡಬೇಕೆಂದು ತುಮಕೂರು ಜಿಲ್ಲಾ ವಾಣಿಜ್ಯ ಮತ್ತು ಕೈಗಾರಿಕಾ ಸಂಸ್ಥೆಯ ಅಧ್ಯಕ್ಷರಾದ ಟಿ ಜೆ ಗಿರೀಶ್ ರವರು ಇಂದು ಜಿಲ್ಲಾ ಪಂಚಾಯತಿಗಳನ್ನು, ಮಾಜಿ ಅಧ್ಯಕ್ಷರುಗಳು ಹಾಗೂ ನಿರ್ದೇಶಕ ಮಂಡಳಿ ಯವರು ಎಲ್ಲರೂ ಏಕರೂಪ ಗೆ ಮನವಿ ಪತ್ರವನ್ನು ಕೊಟ್ಟು ಹಾಗೂ ಪತ್ರಿಕಾ ಪ್ರಕಟಣೆಯ ಮೂಲಕ ಆಗ್ರಹಿಸಿದ್ದಾರೆ. [642,1344,928,1498]
column-divider [1116,1694,1117,2417]
protest-photo [345,315,928,616]
women-society-body [950,1045,1477,1188]
teachers-column-3 [599,2213,847,2420]
paper-title [30,84,248,111]
teachers-headline-line1: ಶಿಕ್ಷಕರು ತಮ್ಮ ಬೋಧನಾ ಕೌಶಲಗಳ ಬಗ್ಗೆ [36,1692,723,1754]
advert-phone: 9060001842 [1247,1776,1360,1801]
section-divider [950,1194,1477,1196]
paper-name-primary: ತುಮಕೂರು [30,84,115,111]
story1-text-1: ಗುಬ್ಬಿ: ಬಗರ್ ಹುಕುಂ ಸಾಗುವಳಿ ಭೂಮಿಯ ಪಹಣಿಯಲ್ಲಿ ಅರಣ್ಯ ಇಲಾಖೆಗಾಗಿ ದಾಖಲಾಗಿರುವ ಭೂಮಿಯಾಗಿ ಮರು ಸ್ವಾಧೀನ ಹಾಗೂ ಸಕ್ರಮ ಕೋರಿ ಸಲ್ಲಿಸಿದ್ದ ಬಡ ರೈತರ ಅರ್ಜಿಯನ್ನು ವಜಾ ಮಾಡಿ ಕೂಡಲೇ ಹಕ್ಕುಪತ್ರ ನೀಡುವಂತೆ ಒತ್ತಾಯಿಸಿ ನೂರಾರು ರೈತರು ಗುಬ್ಬಿ ತಾಲೂಕು ಕಚೇರಿ ಮುಂದೆ ಜಮಾಯಿಸಿ ದಿಢೀರ್ ಪ್ರತಿಭಟನೆ ನಡೆಸಿ ತಹಸೀಲ್ದಾರ್ ಅವರಿಗೆ ಮನವಿ ಸಲ್ಲಿಸಿದರು. ಪಟ್ಟಣದ ಸರ್ಕಾರಿ ಜೂನಿಯರ್ ಕಾಲೇಜು ಮೈದಾನದಿಂದ ಮೆರವಣಿಗೆಯಲ್ಲಿ ತಹಸೀಲ್ದಾರ್ ಕಚೇರಿಗೆ ಆಗಮಿಸಿದ ಬಗರ್ ಹುಕುಂ ಸಾಗುವಳಿದಾರರ ಹೋರಾಟ ಸಮಿತಿ, ಕರ್ನಾಟಕ ಪ್ರಾಂತ ರೈತ ಸಂಘ ನೂರಾರು ರೈತರು ಸಾಗುವಳಿ ಭೂಮಿ ಸಕ್ರಮ ಮಾಡುವಂತೆ ಸರ್ಕಾರಕ್ಕೆ ಒತ್ತಾಯಿಸಿ ಪತ್ರ ಚಳವಳಿಗೆ ಚಾಲನೆ ನೀಡಿದರು. ಪ್ರಾಂತ ರೈತ ಸಂಘದ ಜಿಲ್ಲಾಧ್ಯಕ್ಷ ಚನ್ನಬಸವಯ್ಯ ಮಾತನಾಡಿ ರಾಜ್ಯದಲ್ಲಿ 14 ಲಕ್ಷಕ್ಕೂ ಅಧಿಕ ಬಡ ರೈತರ ಬಗರ್ ಹುಕುಂ ಅರ್ಜಿ ಹಾಗೇಯೇ ಸರ್ಕಾರದ ಮುಂದಿದೆ. ಎಂದಿನಿಂದ ವರ್ಷ ಕಳೆದರೂ ಅಕ್ರಮ ಸಕ್ರಮ ಮಾಡುವ ಮಾತಿಲ್ಲ ಚುನಾವಣಾ ಸಂದರ್ಭದಲ್ಲಿ ಕೊಟ್ಟ ಮಾತಿನಂತೆ ಸರ್ಕಾರ ನಡೆದುಕೊಂಡಿಲ್ಲ. ಈ ನಿಂದ ಉಳ್ಳ ಫಲಾನುಭವಿಗಳಿಗೆ ಹಕ್ಕು ಪತ್ರ ನೀಡದೆ ಉಳ್ಳವರಿಗೆ ಭೂಮಿ ಹಂಚಲಾಗುತ್ತಿದೆ. ಈ ಮಧ್ಯೆ ಮಾಹಾರಾಜರ ನೋಟಿಫಿಕೇಶನ್ ಬಗ್ಗೆ ಮಾತನಾಡುತ್ತಿದ್ದಾರೆ. ಹಾಗಾದರೆ ಉಳುವವನೇ [36,318,337,535]
memorandum-handover-image [346,979,928,1337]
advertising-contact-box [1129,1700,1477,1813]
story1-headline-line2: ಪತ್ರ ಚಳುವಳಿ ನಡೆಸಿ ಪ್ರಾಂತ ರೈತ ಸಂಘದ ಹಕ್ಕೊತ್ತಾಯ [36,216,846,271]
industrial-headline: ಏಷ್ಯಾದಲ್ಲಿ ಅತಿ ಹೆಚ್ಚು ದೊಡ್ಡ ಕೈಗಾರಿಕಾ ಪ್ರದೇಶ ತುಮಕೂರು [36,898,818,946]
story1-column-3 [642,624,928,883]
advert-line-2: ಜಾಹಿರಾತಿಗಾಗಿ ಸಂಪರ್ಕಿಸಿ: [1208,1742,1399,1768]
